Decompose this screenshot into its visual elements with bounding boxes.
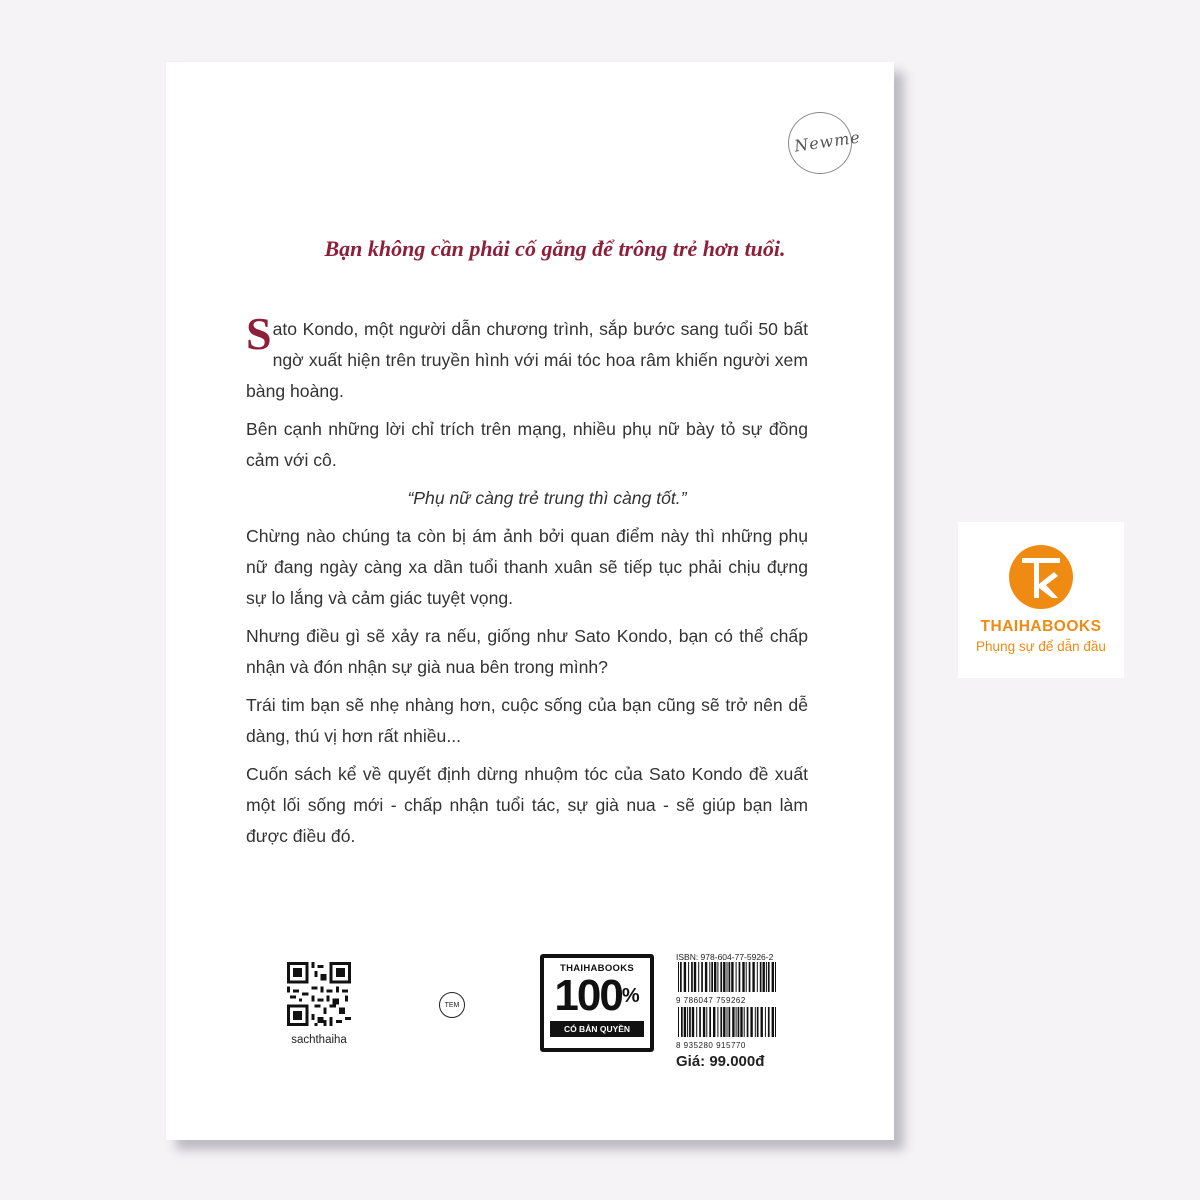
barcode-bar — [703, 1007, 705, 1037]
blurb-paragraph-3: Chừng nào chúng ta còn bị ám ảnh bởi quan điểm này thì những phụ nữ đang ngày càng xa dần tuổi thanh xuân sẽ tiếp tục phải chịu đựng sự lo lắng và cảm giác tuyệt vọng. — [246, 526, 808, 608]
barcode-bar — [772, 962, 774, 992]
barcode-bar — [755, 1007, 756, 1037]
barcode-bar — [727, 962, 728, 992]
isbn-barcode-digits: 9 786047 759262 — [676, 996, 746, 1005]
barcode-bar — [746, 962, 747, 992]
barcode-bar — [678, 962, 679, 992]
barcode-bar — [691, 962, 693, 992]
barcode-bar — [709, 962, 710, 992]
barcode-block — [676, 952, 780, 1070]
barcode-bar — [736, 962, 737, 992]
blurb-paragraph-6: Cuốn sách kể về quyết định dừng nhuộm tóc của Sato Kondo đề xuất một lối sống mới - chấp nhận tuổi tác, sự già nua - sẽ giúp bạn làm được điều đó. — [246, 764, 808, 846]
barcode-bar — [738, 1007, 740, 1037]
barcode-bar — [766, 962, 767, 992]
dropcap-letter: S — [246, 308, 272, 359]
barcode-bar — [678, 1007, 679, 1037]
barcode-bar — [749, 962, 751, 992]
blurb-quote: “Phụ nữ càng trẻ trung thì càng tốt.” — [407, 488, 687, 508]
barcode-bar — [727, 1007, 728, 1037]
badge-percent: % — [621, 985, 640, 1007]
barcode-bar — [772, 1007, 774, 1037]
copyright-badge — [540, 954, 654, 1052]
barcode-bar — [757, 962, 758, 992]
barcode-bar — [680, 962, 682, 992]
barcode-bar — [696, 1007, 697, 1037]
barcode-bar — [713, 1007, 715, 1037]
badge-brand: THAIHABOOKS — [559, 963, 635, 974]
barcode-bar — [760, 962, 762, 992]
thaihabooks-logo-icon — [1008, 544, 1074, 610]
barcode-bar — [706, 1007, 707, 1037]
barcode-bar — [750, 1007, 752, 1037]
price: Giá: 99.000đ — [676, 1053, 765, 1070]
product-barcode — [676, 1007, 780, 1037]
barcode-bar — [692, 1007, 694, 1037]
barcode-bar — [709, 1007, 711, 1037]
barcode-bar — [701, 962, 703, 992]
brand-name: THAIHABOOKS — [980, 618, 1102, 635]
barcode-bar — [765, 1007, 766, 1037]
barcode-bar — [694, 962, 696, 992]
barcode-bar — [714, 962, 716, 992]
barcode-bar — [768, 1007, 770, 1037]
blurb-paragraph-1: Sato Kondo, một người dẫn chương trình, sắp bước sang tuổi 50 bất ngờ xuất hiện trên truyền hình với mái tóc hoa râm khiến người xem bàng hoàng. — [246, 308, 808, 401]
barcode-bar — [761, 1007, 763, 1037]
barcode-bar — [744, 1007, 745, 1037]
barcode-bar — [775, 962, 776, 992]
barcode-bar — [747, 1007, 749, 1037]
tem-stamp: TEM — [439, 992, 465, 1018]
blurb — [246, 308, 808, 859]
barcode-bar — [739, 962, 741, 992]
barcode-bar — [681, 1007, 683, 1037]
blurb-paragraph-4: Nhưng điều gì sẽ xảy ra nếu, giống như Sato Kondo, bạn có thể chấp nhận và đón nhận sự già nua bên trong mình? — [246, 626, 808, 677]
barcode-bar — [705, 962, 707, 992]
barcode-bar — [720, 1007, 722, 1037]
badge-label: CÓ BẢN QUYỀN — [550, 1021, 644, 1037]
barcode-bar — [723, 1007, 725, 1037]
book-back-cover — [166, 62, 894, 1140]
blurb-paragraph-2: Bên cạnh những lời chỉ trích trên mạng, nhiều phụ nữ bày tỏ sự đồng cảm với cô. — [246, 419, 808, 470]
badge-number: 100% — [554, 971, 640, 1020]
barcode-bar — [729, 1007, 731, 1037]
barcode-bar — [689, 1007, 691, 1037]
isbn-text: ISBN: 978-604-77-5926-2 — [676, 952, 774, 962]
product-barcode-digits: 8 935280 915770 — [676, 1041, 746, 1050]
barcode-bar — [717, 1007, 718, 1037]
barcode-bar — [740, 1007, 742, 1037]
barcode-bar — [742, 962, 744, 992]
barcode-bar — [729, 962, 731, 992]
blurb-paragraph-5: Trái tim bạn sẽ nhẹ nhàng hơn, cuộc sống của bạn cũng sẽ trở nên dễ dàng, thú vị hơn rất nhiều... — [246, 695, 808, 746]
barcode-bar — [763, 962, 765, 992]
barcode-bar — [684, 962, 686, 992]
qr-code-label: sachthaiha — [291, 1034, 347, 1046]
qr-code-icon — [287, 962, 351, 1026]
brand-card — [958, 522, 1124, 678]
barcode-bar — [757, 1007, 759, 1037]
barcode-bar — [732, 1007, 734, 1037]
barcode-bar — [699, 1007, 701, 1037]
barcode-bar — [768, 962, 770, 992]
barcode-bar — [698, 962, 699, 992]
headline: Bạn không cần phải cố gắng để trông trẻ hơn tuổi. — [324, 236, 786, 261]
brand-slogan: Phụng sự để dẫn đầu — [976, 639, 1106, 654]
barcode-bar — [717, 962, 718, 992]
barcode-bar — [720, 962, 722, 992]
barcode-bar — [736, 1007, 737, 1037]
barcode-bar — [688, 962, 689, 992]
newme-logo — [784, 112, 862, 174]
barcode-bar — [775, 1007, 776, 1037]
barcode-bar — [687, 1007, 688, 1037]
barcode-bar — [711, 962, 713, 992]
qr-code-block — [284, 962, 354, 1046]
newme-logo-text: Newme — [793, 127, 862, 156]
isbn-barcode — [676, 962, 780, 992]
barcode-bar — [684, 1007, 686, 1037]
barcode-bar — [752, 962, 754, 992]
barcode-bar — [731, 962, 733, 992]
barcode-bar — [723, 962, 725, 992]
